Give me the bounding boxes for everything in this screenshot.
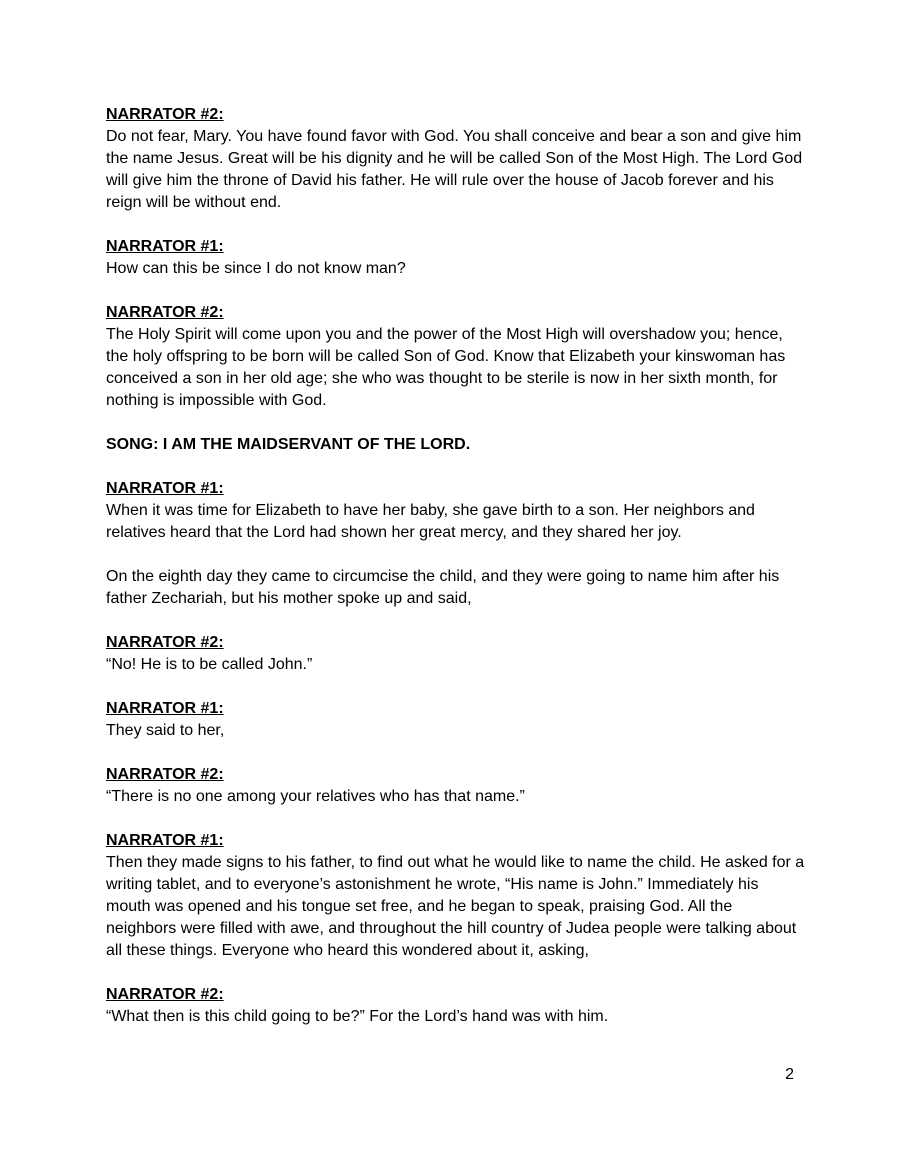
dialogue-text: On the eighth day they came to circumcise the child, and they were going to name him after his father Zechariah, but his mother spoke up and said, — [106, 568, 780, 607]
speaker-label: NARRATOR #1: — [106, 238, 224, 255]
dialogue-text: “No! He is to be called John.” — [106, 656, 313, 673]
dialogue-text: “What then is this child going to be?” For the Lord’s hand was with him. — [106, 1008, 609, 1025]
dialogue-block-9 — [106, 764, 806, 808]
dialogue-text: The Holy Spirit will come upon you and the power of the Most High will overshadow you; hence, the holy offspring to be born will be called Son of God. Know that Elizabeth your kinswoman has conceived a son in her old age; she who was thought to be sterile is now in her sixth month, for nothing is impossible with God. — [106, 326, 786, 409]
dialogue-text: How can this be since I do not know man? — [106, 260, 406, 277]
speaker-label: NARRATOR #2: — [106, 304, 224, 321]
speaker-label: NARRATOR #1: — [106, 480, 224, 497]
speaker-label: NARRATOR #2: — [106, 986, 224, 1003]
dialogue-block-1 — [106, 104, 806, 214]
dialogue-block-5 — [106, 478, 806, 544]
speaker-label: NARRATOR #2: — [106, 766, 224, 783]
page-number: 2 — [785, 1066, 794, 1083]
dialogue-block-10 — [106, 830, 806, 962]
song-title: SONG: I AM THE MAIDSERVANT OF THE LORD. — [106, 436, 471, 453]
dialogue-block-8 — [106, 698, 806, 742]
speaker-label: NARRATOR #2: — [106, 106, 224, 123]
dialogue-block-7 — [106, 632, 806, 676]
dialogue-block-11 — [106, 984, 806, 1028]
narrative-paragraph — [106, 566, 806, 610]
song-block — [106, 434, 806, 456]
dialogue-text: When it was time for Elizabeth to have her baby, she gave birth to a son. Her neighbors and relatives heard that the Lord had shown her great mercy, and they shared her joy. — [106, 502, 755, 541]
dialogue-text: Do not fear, Mary. You have found favor with God. You shall conceive and bear a son and give him the name Jesus. Great will be his dignity and he will be called Son of the Most High. The Lord God will give him the throne of David his father. He will rule over the house of Jacob forever and his reign will be without end. — [106, 128, 803, 211]
speaker-label: NARRATOR #1: — [106, 832, 224, 849]
dialogue-block-2 — [106, 236, 806, 280]
dialogue-text: “There is no one among your relatives who has that name.” — [106, 788, 525, 805]
speaker-label: NARRATOR #2: — [106, 634, 224, 651]
script-page — [106, 104, 806, 1050]
speaker-label: NARRATOR #1: — [106, 700, 224, 717]
dialogue-text: They said to her, — [106, 722, 225, 739]
dialogue-block-3 — [106, 302, 806, 412]
dialogue-text: Then they made signs to his father, to find out what he would like to name the child. He asked for a writing tablet, and to everyone’s astonishment he wrote, “His name is John.” Immediately his mouth was opened and his tongue set free, and he began to speak, praising God. All the neighbors were filled with awe, and throughout the hill country of Judea people were talking about all these things. Everyone who heard this wondered about it, asking, — [106, 854, 805, 959]
